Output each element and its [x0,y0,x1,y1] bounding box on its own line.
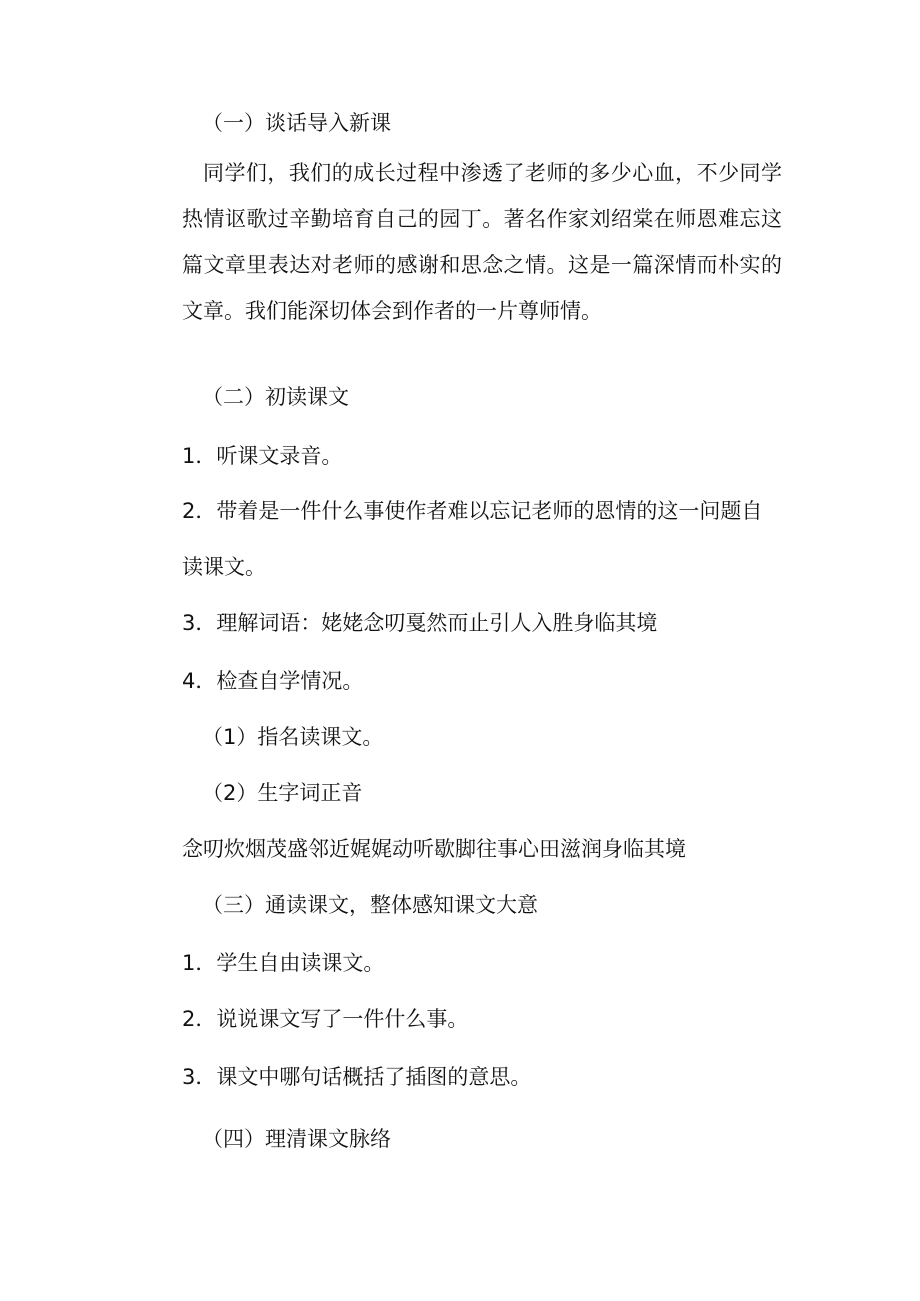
list-item: 2．带着是一件什么事使作者难以忘记老师的恩情的这一问题自 [182,499,763,523]
sub-list-item: （2）生字词正音 [202,781,363,805]
vocabulary-words: 念叨炊烟茂盛邻近娓娓动听歇脚往事心田滋润身临其境 [182,837,686,861]
list-item: 3．课文中哪句话概括了插图的意思。 [182,1065,532,1089]
list-item: 4．检查自学情况。 [182,669,364,693]
section-3-heading: （三）通读课文，整体感知课文大意 [202,893,538,917]
list-item: 1．学生自由读课文。 [182,951,385,975]
section-1-paragraph: 同学们，我们的成长过程中渗透了老师的多少心血，不少同学热情讴歌过辛勤培育自己的园丁。著名作家刘绍棠在师恩难忘这篇文章里表达对老师的感谢和思念之情。这是一篇深情而朴实的文章。我们能深切体会到作者的一片尊师情。 [182,161,782,323]
list-item-continuation: 读课文。 [182,555,266,579]
section-2-heading: （二）初读课文 [202,385,349,409]
section-1-heading: （一）谈话导入新课 [202,111,391,135]
list-item: 2．说说课文写了一件什么事。 [182,1007,469,1031]
sub-list-item: （1）指名读课文。 [202,725,384,749]
list-item: 1．听课文录音。 [182,444,343,468]
section-4-heading: （四）理清课文脉络 [202,1127,391,1151]
list-item: 3．理解词语：姥姥念叨戛然而止引人入胜身临其境 [182,611,658,635]
